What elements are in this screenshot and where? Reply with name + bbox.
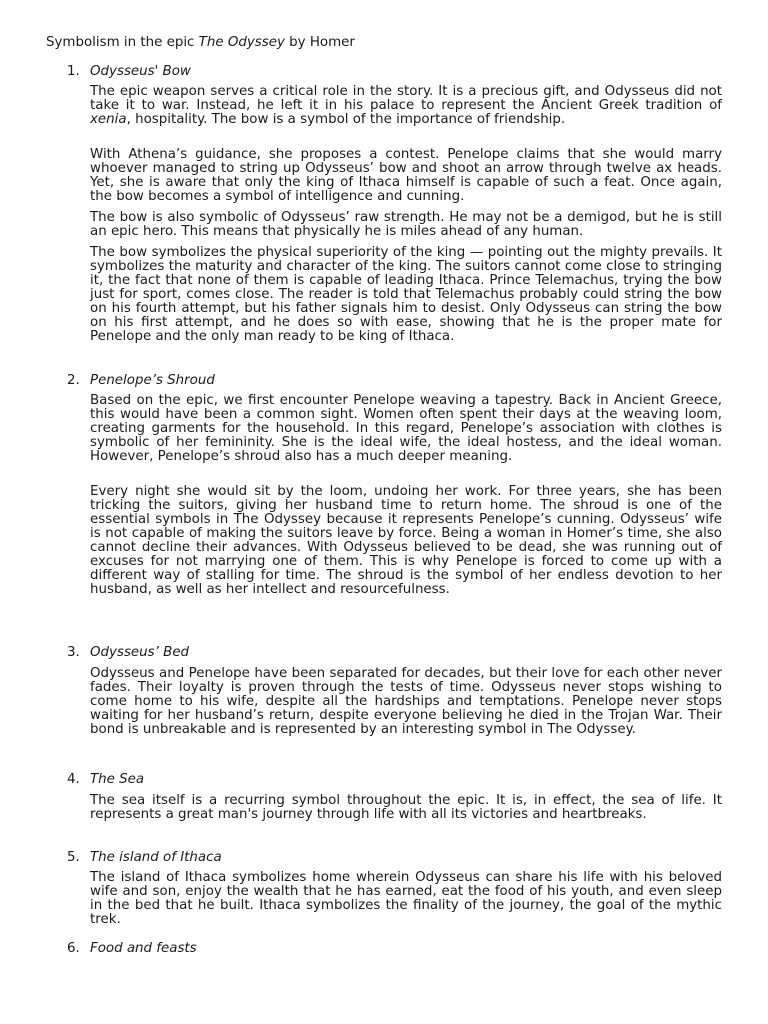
section-heading (67, 850, 222, 866)
document-title (46, 35, 355, 51)
section-heading (67, 772, 144, 788)
section-title: Odysseus' Bow (90, 64, 191, 79)
section-heading (67, 373, 215, 389)
section-number: 3. (67, 645, 80, 660)
section-title: Odysseus’ Bed (90, 645, 190, 660)
section-title: Food and feasts (90, 941, 197, 956)
paragraph: With Athena’s guidance, she proposes a contest. Penelope claims that she would marry whoever managed to string up Odysseus’ bow and shoot an arrow through twelve ax heads. Yet, she is aware that only the king of Ithaca himself is capable of such a feat. Once again, the bow becomes a symbol of intelligence and cunning. (90, 147, 722, 204)
title-prefix: Symbolism in the epic (46, 35, 199, 50)
section-heading (67, 64, 191, 80)
section-title: The island of Ithaca (90, 850, 222, 865)
paragraph: The island of Ithaca symbolizes home wherein Odysseus can share his life with his beloved wife and son, enjoy the wealth that he has earned, eat the food of his youth, and even sleep in the bed that he built. Ithaca symbolizes the finality of the journey, the goal of the mythic trek. (90, 870, 722, 927)
paragraph: The sea itself is a recurring symbol throughout the epic. It is, in effect, the sea of life. It represents a great man's journey through life with all its victories and heartbreaks. (90, 793, 722, 822)
paragraph: Every night she would sit by the loom, undoing her work. For three years, she has been tricking the suitors, giving her husband time to return home. The shroud is one of the essential symbols in The Odyssey because it represents Penelope’s cunning. Odysseus’ wife is not capable of making the suitors leave by force. Being a woman in Homer’s time, she also cannot decline their advances. With Odysseus believed to be dead, she was running out of excuses for not marrying one of them. This is why Penelope is forced to come up with a different way of stalling for time. The shroud is the symbol of her endless devotion to her husband, as well as her intellect and resourcefulness. (90, 484, 722, 597)
paragraph: The bow is also symbolic of Odysseus’ raw strength. He may not be a demigod, but he is still an epic hero. This means that physically he is miles ahead of any human. (90, 210, 722, 239)
section-title: Penelope’s Shroud (90, 373, 215, 388)
title-suffix: by Homer (284, 35, 355, 50)
section-number: 2. (67, 373, 80, 388)
paragraph: The epic weapon serves a critical role in the story. It is a precious gift, and Odysseus did not take it to war. Instead, he left it in his palace to represent the Ancient Greek tradition of xenia, hospitality. The bow is a symbol of the importance of friendship. (90, 84, 722, 127)
paragraph: Odysseus and Penelope have been separated for decades, but their love for each other never fades. Their loyalty is proven through the tests of time. Odysseus never stops wishing to come home to his wife, despite all the hardships and temptations. Penelope never stops waiting for her husband’s return, despite everyone believing he died in the Trojan War. Their bond is unbreakable and is represented by an interesting symbol in The Odyssey. (90, 666, 722, 737)
section-title: The Sea (90, 772, 145, 787)
section-heading (67, 645, 189, 661)
section-number: 4. (67, 772, 80, 787)
paragraph: The bow symbolizes the physical superiority of the king — pointing out the mighty prevails. It symbolizes the maturity and character of the king. The suitors cannot come close to stringing it, the fact that none of them is capable of leading Ithaca. Prince Telemachus, trying the bow just for sport, comes close. The reader is told that Telemachus probably could string the bow on his fourth attempt, but his father signals him to desist. Only Odysseus can string the bow on his first attempt, and he does so with ease, showing that he is the proper mate for Penelope and the only man ready to be king of Ithaca. (90, 245, 722, 344)
section-number: 5. (67, 850, 80, 865)
section-heading (67, 941, 197, 957)
section-number: 6. (67, 941, 80, 956)
paragraph: Based on the epic, we first encounter Penelope weaving a tapestry. Back in Ancient Greece, this would have been a common sight. Women often spent their days at the weaving loom, creating garments for the household. In this regard, Penelope’s association with clothes is symbolic of her femininity. She is the ideal wife, the ideal hostess, and the ideal woman. However, Penelope’s shroud also has a much deeper meaning. (90, 393, 722, 464)
section-number: 1. (67, 64, 80, 79)
title-work: The Odyssey (198, 35, 285, 50)
